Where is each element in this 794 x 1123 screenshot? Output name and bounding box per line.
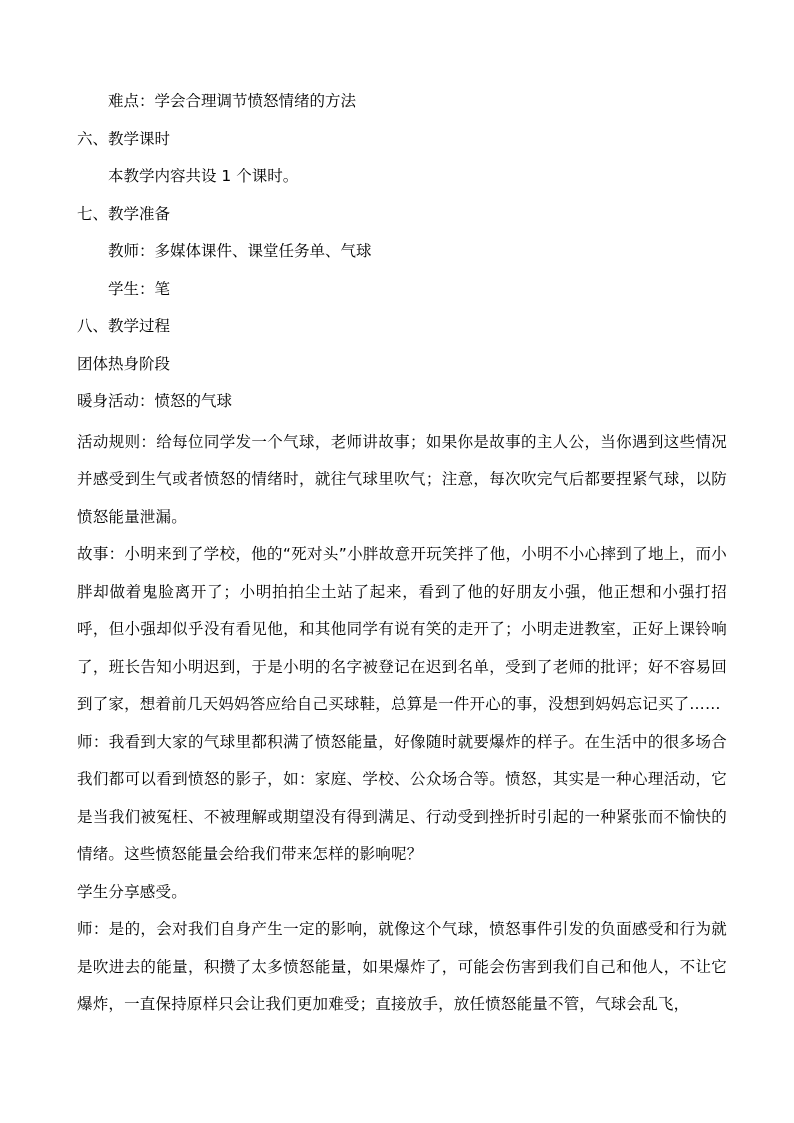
teacher-response-paragraph: 师：是的，会对我们自身产生一定的影响，就像这个气球，愤怒事件引发的负面感受和行为就是吹进去的能量，积攒了太多愤怒能量，如果爆炸了，可能会伤害到我们自己和他人，不让它爆炸，一直保持原样只会让我们更加难受；直接放手，放任愤怒能量不管，气球会乱飞， [77,920,727,1013]
activity-rules-paragraph: 活动规则：给每位同学发一个气球，老师讲故事；如果你是故事的主人公，当你遇到这些情况并感受到生气或者愤怒的情绪时，就往气球里吹气；注意，每次吹完气后都要捏紧气球，以防愤怒能量泄漏。 [77,432,727,526]
teacher-speech-paragraph: 师：我看到大家的气球里都积满了愤怒能量，好像随时就要爆炸的样子。在生活中的很多场合我们都可以看到愤怒的影子，如：家庭、学校、公众场合等。愤怒，其实是一种心理活动，它是当我们被冤枉、不被理解或期望没有得到满足、行动受到挫折时引起的一种紧张而不愉快的情绪。这些愤怒能量会给我们带来怎样的影响呢？ [77,732,727,863]
warmup-stage-heading: 团体热身阶段 [77,354,171,373]
story-paragraph: 故事：小明来到了学校，他的“死对头”小胖故意开玩笑拌了他，小明不小心摔到了地上，而小胖却做着鬼脸离开了；小明拍拍尘土站了起来，看到了他的好朋友小强，他正想和小强打招呼，但小强却似乎没有看见他，和其他同学有说有笑的走开了；小明走进教室，正好上课铃响了，班长告知小明迟到，于是小明的名字被登记在迟到名单，受到了老师的批评；好不容易回到了家，想着前几天妈妈答应给自己买球鞋，总算是一件开心的事，没想到妈妈忘记买了…… [77,545,727,713]
section-heading-preparation: 七、教学准备 [77,204,171,223]
section-heading-class-hours: 六、教学课时 [77,129,171,148]
document-body [77,86,727,1024]
class-hours-text: 本教学内容共设 1 个课时。 [108,167,299,185]
student-materials-line: 学生：笔 [108,279,171,298]
teacher-materials-line: 教师：多媒体课件、课堂任务单、气球 [108,242,372,260]
student-share-paragraph: 学生分享感受。 [77,882,187,901]
difficulty-point-line: 难点：学会合理调节愤怒情绪的方法 [108,92,357,110]
warmup-activity-title: 暖身活动：愤怒的气球 [77,392,233,410]
section-heading-process: 八、教学过程 [77,317,171,335]
